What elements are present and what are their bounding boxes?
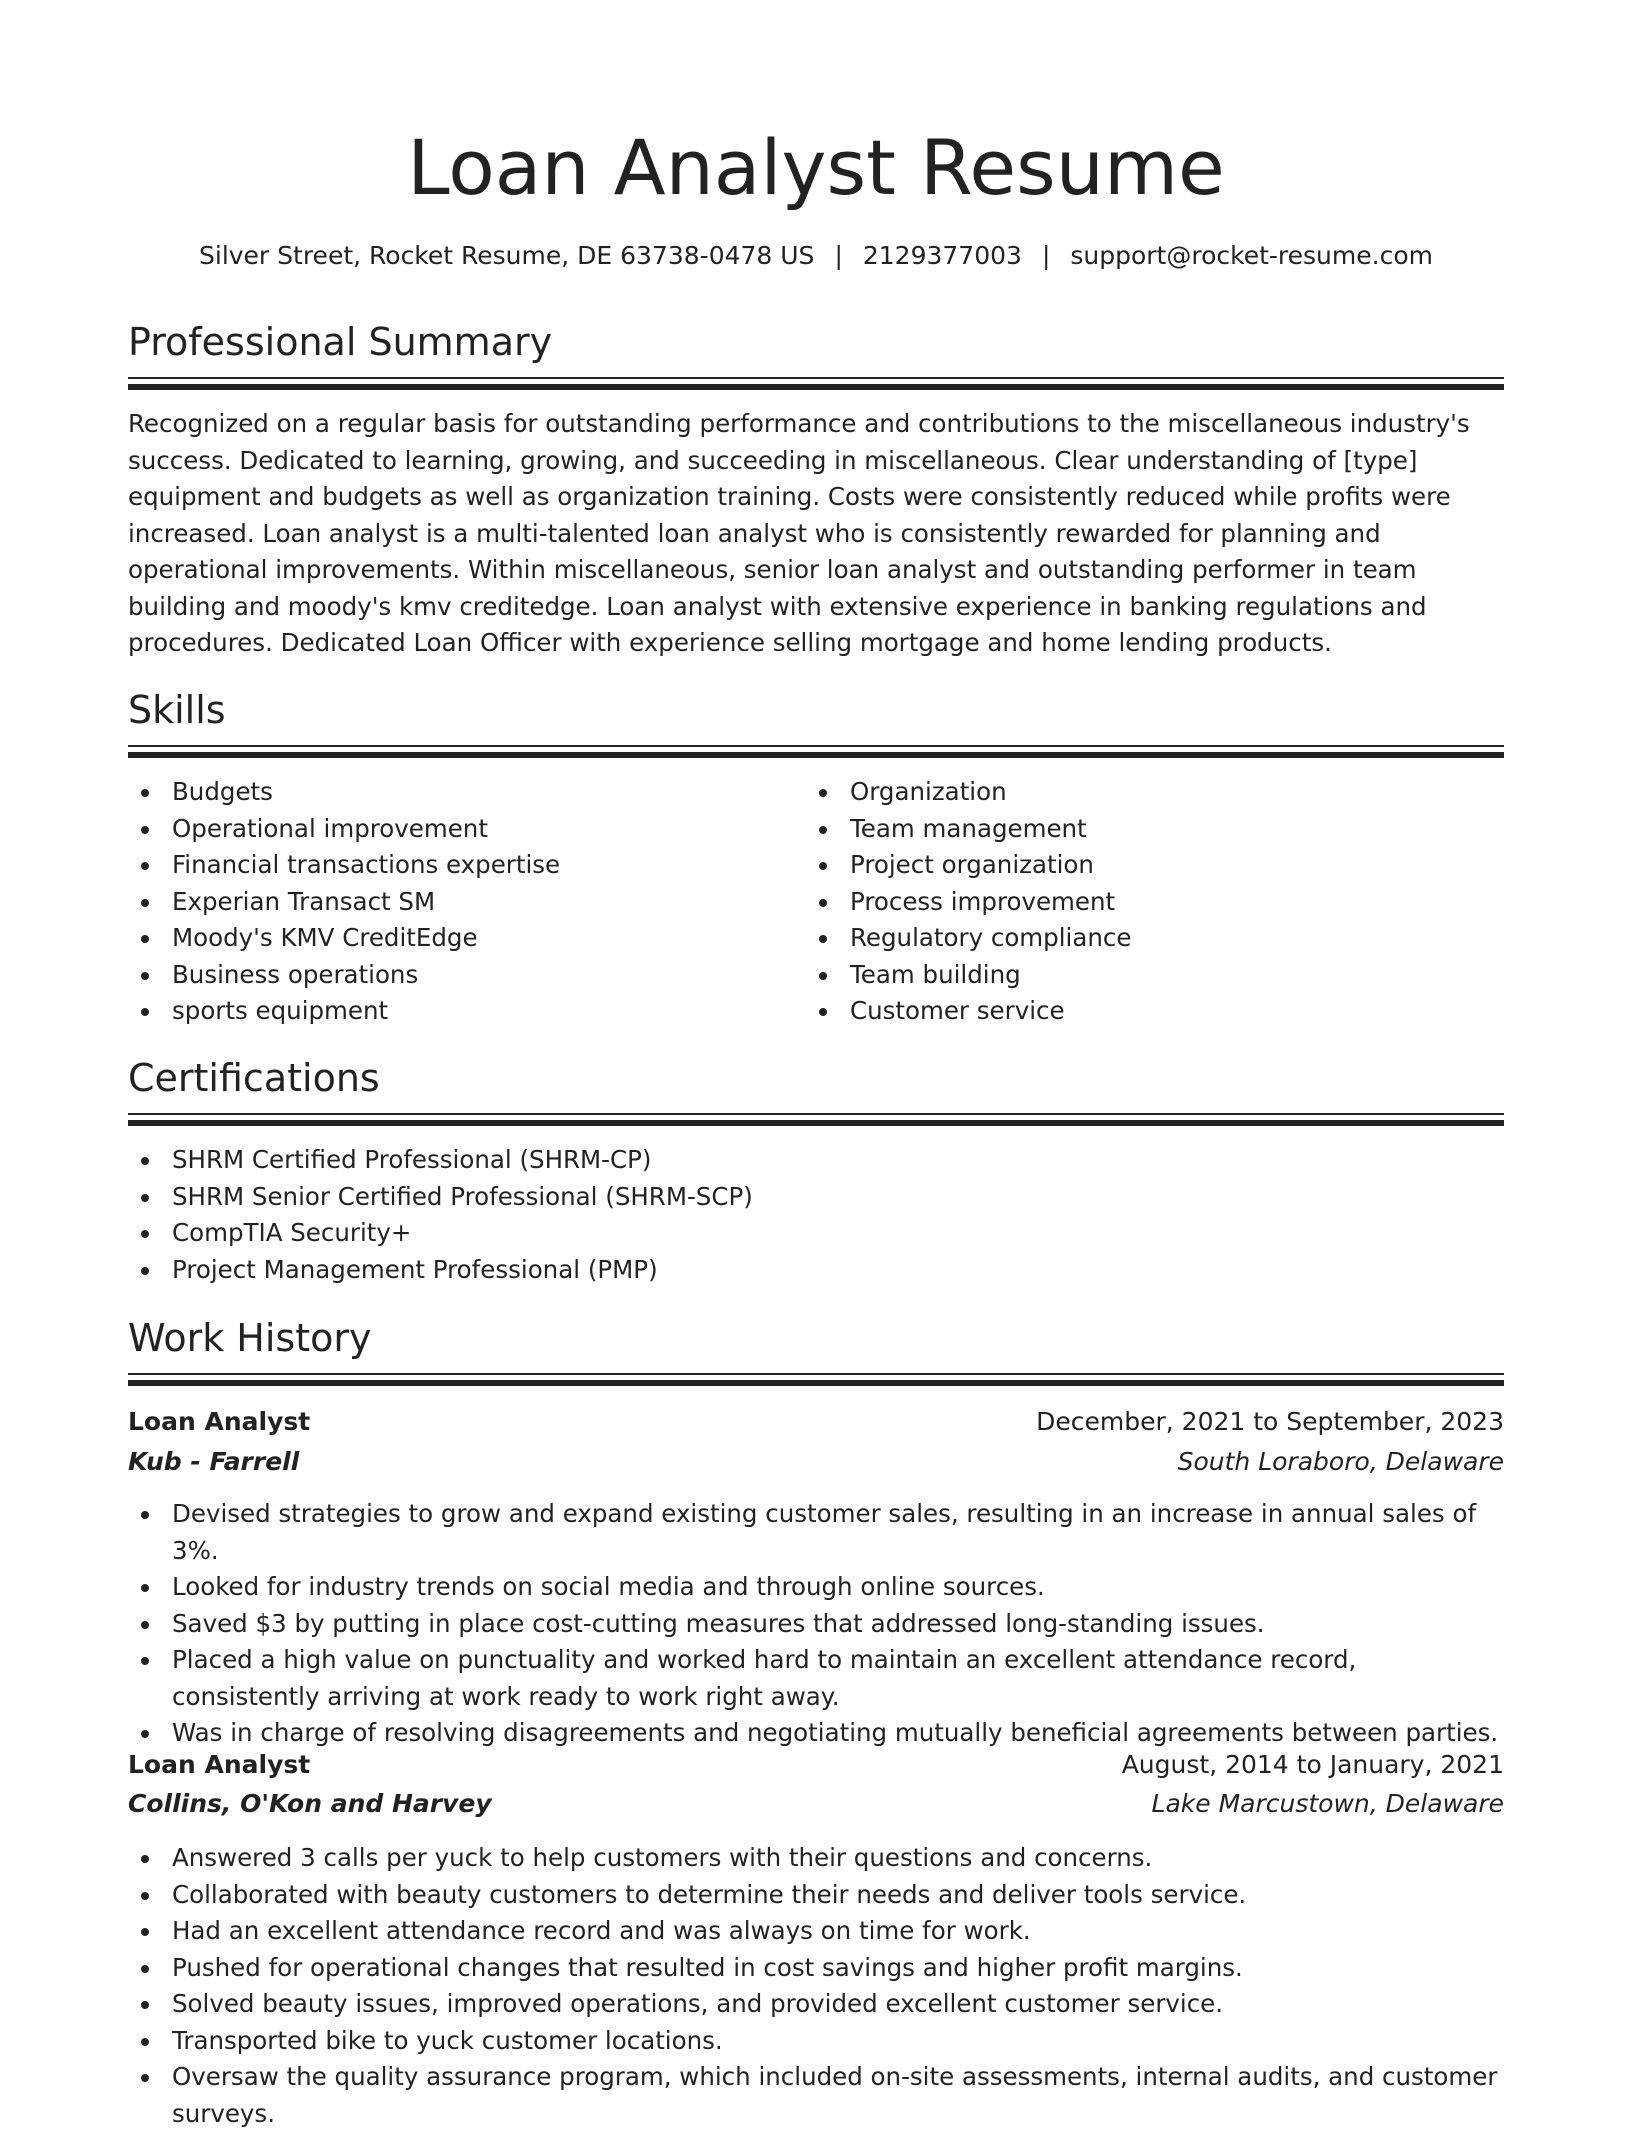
job-duty: Collaborated with beauty customers to determine their needs and deliver tools service. (128, 1877, 1504, 1914)
job-dates: December, 2021 to September, 2023 (1036, 1407, 1504, 1436)
job-duties-list (128, 1496, 1504, 1752)
job-duty: Placed a high value on punctuality and worked hard to maintain an excellent attendance record, consistently arriving at work ready to work right away. (128, 1642, 1504, 1715)
certifications-list (128, 1142, 1504, 1288)
resume-title: Loan Analyst Resume (407, 123, 1225, 212)
job-duty: Oversaw the quality assurance program, which included on-site assessments, internal audits, and customer surveys. (128, 2059, 1504, 2132)
job-subheader (128, 1443, 1504, 1481)
summary-text: Recognized on a regular basis for outstanding performance and contributions to the miscellaneous industry's success. Dedicated to learning, growing, and succeeding in miscellaneous. Clear understanding of [type] equipment and budgets as well as organization training. Costs were consistently reduced while profits were increased. Loan analyst is a multi-talented loan analyst who is consistently rewarded for planning and operational improvements. Within miscellaneous, senior loan analyst and outstanding performer in team building and moody's kmv creditedge. Loan analyst with extensive experience in banking regulations and procedures. Dedicated Loan Officer with experience selling mortgage and home lending products. (128, 409, 1470, 657)
job-duty: Transported bike to yuck customer locations. (128, 2023, 1504, 2060)
section-title-summary: Professional Summary (128, 320, 553, 364)
skill-item: Financial transactions expertise (128, 847, 798, 884)
skill-item: Team management (806, 811, 1504, 848)
certification-item: Project Management Professional (PMP) (128, 1252, 1504, 1289)
skill-item: Customer service (806, 993, 1504, 1030)
skill-item: Operational improvement (128, 811, 798, 848)
job-company: Kub - Farrell (128, 1447, 300, 1476)
job-duty: Looked for industry trends on social media and through online sources. (128, 1569, 1504, 1606)
contact-address: Silver Street, Rocket Resume, DE 63738-0478 US (199, 241, 815, 270)
job-subheader (128, 1785, 1504, 1823)
job-duty: Pushed for operational changes that resulted in cost savings and higher profit margins. (128, 1950, 1504, 1987)
skill-item: Regulatory compliance (806, 920, 1504, 957)
section-divider (128, 1113, 1504, 1126)
job-title: Loan Analyst (128, 1407, 311, 1436)
contact-separator: | (834, 241, 843, 270)
job-duty: Solved beauty issues, improved operations, and provided excellent customer service. (128, 1986, 1504, 2023)
job-location: Lake Marcustown, Delaware (1151, 1789, 1504, 1818)
section-title-work-history: Work History (128, 1316, 372, 1360)
job-duty: Saved $3 by putting in place cost-cutting measures that addressed long-standing issues. (128, 1606, 1504, 1643)
section-title-skills: Skills (128, 688, 226, 732)
job-company: Collins, O'Kon and Harvey (128, 1789, 492, 1818)
job-duties-list (128, 1840, 1504, 2132)
certification-item: CompTIA Security+ (128, 1215, 1504, 1252)
skill-item: Team building (806, 957, 1504, 994)
contact-phone: 2129377003 (862, 241, 1022, 270)
skill-item: Organization (806, 774, 1504, 811)
skill-item: Moody's KMV CreditEdge (128, 920, 798, 957)
skill-item: Project organization (806, 847, 1504, 884)
contact-line (0, 238, 1632, 274)
job-header (128, 1403, 1504, 1441)
job-location: South Loraboro, Delaware (1177, 1447, 1504, 1476)
skill-item: Process improvement (806, 884, 1504, 921)
section-divider (128, 1373, 1504, 1386)
section-divider (128, 377, 1504, 390)
job-duty: Devised strategies to grow and expand existing customer sales, resulting in an increase in annual sales of 3%. (128, 1496, 1504, 1569)
job-duty: Answered 3 calls per yuck to help customers with their questions and concerns. (128, 1840, 1504, 1877)
section-divider (128, 745, 1504, 758)
skill-item: Experian Transact SM (128, 884, 798, 921)
skill-item: Budgets (128, 774, 798, 811)
job-duty: Was in charge of resolving disagreements and negotiating mutually beneficial agreements between parties. (128, 1715, 1504, 1752)
job-title: Loan Analyst (128, 1750, 311, 1779)
job-header (128, 1746, 1504, 1784)
contact-separator: | (1041, 241, 1051, 270)
section-title-certifications: Certifications (128, 1056, 380, 1100)
skills-list-left (128, 774, 798, 1030)
certification-item: SHRM Senior Certified Professional (SHRM-SCP) (128, 1179, 1504, 1216)
job-dates: August, 2014 to January, 2021 (1121, 1750, 1504, 1779)
skill-item: Business operations (128, 957, 798, 994)
job-duty: Had an excellent attendance record and was always on time for work. (128, 1913, 1504, 1950)
skills-list-right (806, 774, 1504, 1030)
certification-item: SHRM Certified Professional (SHRM-CP) (128, 1142, 1504, 1179)
skill-item: sports equipment (128, 993, 798, 1030)
contact-email[interactable]: support@rocket-resume.com (1070, 241, 1433, 270)
